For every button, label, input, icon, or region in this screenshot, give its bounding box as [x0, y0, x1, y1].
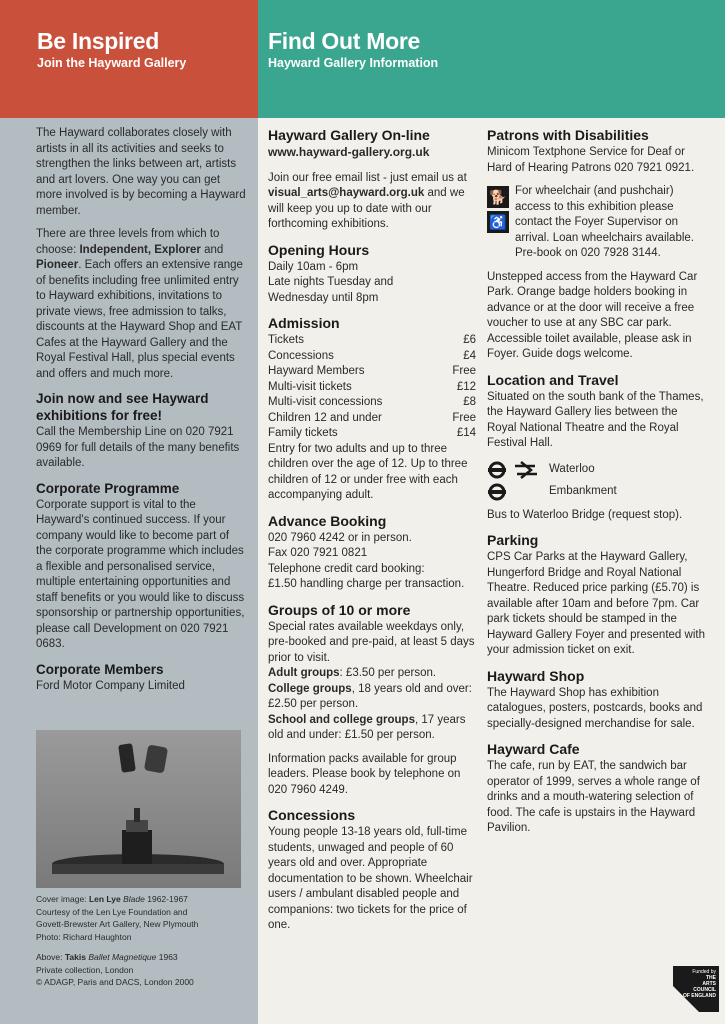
- waterloo-row: [487, 460, 705, 480]
- caption-line-3: Govett-Brewster Art Gallery, New Plymouth: [36, 919, 199, 929]
- groups-adult: [268, 666, 476, 682]
- hours-line-3: Wednesday until 8pm: [268, 291, 379, 304]
- caption-line-1: [36, 893, 251, 906]
- be-inspired-subtitle: Join the Hayward Gallery: [37, 56, 187, 70]
- online-text-post: and we will keep you up to date with our forthcoming exhibitions.: [268, 187, 465, 230]
- location-text: Situated on the south bank of the Thames, the Hayward Gallery lies between the Royal National Theatre and the Royal Festival Hall.: [487, 390, 704, 449]
- parking-heading: Parking: [487, 532, 539, 548]
- wheelchair-block: [487, 184, 705, 262]
- admission-label: Children 12 and under: [268, 411, 382, 424]
- caption2-work: Ballet Magnetique: [88, 952, 157, 962]
- caption-line-6: Private collection, London: [36, 964, 134, 975]
- corporate-members-heading: Corporate Members: [36, 661, 164, 677]
- groups-adult-label: Adult groups: [268, 667, 340, 679]
- admission-row: [268, 349, 476, 365]
- sculpture-photo: [36, 730, 241, 888]
- underground-roundel-icon: [487, 459, 513, 481]
- hours-line-1: Daily 10am - 6pm: [268, 260, 359, 273]
- groups-info: Information packs available for group leaders. Please book by telephone on 020 7960 4249.: [268, 752, 461, 796]
- admission-table: [268, 333, 476, 442]
- admission-row: [268, 426, 476, 442]
- caption-artist: Len Lye: [88, 894, 121, 904]
- caption-line-4: Photo: Richard Haughton: [36, 931, 132, 942]
- levels-and: and: [204, 243, 224, 256]
- levels-bold2: Pioneer: [36, 259, 79, 271]
- arts-council-logo: [673, 966, 719, 1012]
- admission-price: £6: [463, 334, 476, 346]
- wheelchair-text: For wheelchair (and pushchair) access to this exhibition please contact the Foyer Supervisor on arrival. Loan wheelchairs available. Pre-book on 020 7928 3144.: [515, 185, 694, 259]
- middle-column: [268, 126, 476, 942]
- admission-row: [268, 364, 476, 380]
- levels-post: . Each offers an extensive range of benefits including free unlimited entry to Hayward exhibitions, invitations to private views, free admission to talks, discounts at the Hayward Shop and EAT Cafes at the Hayward Gallery and the Royal Festival Hall, plus special events and offers and much more.: [36, 259, 243, 380]
- booking-heading: Advance Booking: [268, 512, 387, 529]
- bus-text: Bus to Waterloo Bridge (request stop).: [487, 508, 683, 521]
- booking-line-2: Fax 020 7921 0821: [268, 547, 368, 559]
- online-heading: Hayward Gallery On-line: [268, 127, 430, 143]
- groups-adult-price: : £3.50 per person.: [339, 667, 437, 679]
- groups-school: [268, 713, 476, 744]
- admission-label: Multi-visit concessions: [268, 396, 383, 408]
- admission-heading: Admission: [268, 315, 340, 331]
- booking-line-4: £1.50 handling charge per transaction.: [268, 578, 465, 590]
- logo-line-1: Funded by: [692, 969, 716, 975]
- admission-price: £14: [456, 427, 476, 439]
- online-text-pre: Join our free email list - just email us at: [268, 171, 467, 184]
- groups-college-price: , 18 years old and over: £2.50 per person.: [268, 682, 472, 710]
- shop-heading: Hayward Shop: [487, 667, 585, 684]
- caption-year: 1962-1967: [147, 894, 188, 904]
- corporate-members-text: Ford Motor Company Limited: [36, 679, 185, 692]
- caption-line-2: Courtesy of the Len Lye Foundation and: [36, 906, 188, 917]
- admission-label: Multi-visit tickets: [268, 380, 352, 393]
- admission-price: £8: [463, 396, 476, 408]
- email-link[interactable]: visual_arts@hayward.org.uk: [268, 187, 425, 199]
- logo-line-5: OF ENGLAND: [682, 993, 716, 999]
- intro-text: The Hayward collaborates closely with artists in all its activities and seeks to strengthen the links between art, artists and art lovers. One way you can get more involved is by becoming a Hayward member.: [36, 127, 246, 217]
- find-out-more-subtitle: Hayward Gallery Information: [268, 56, 439, 70]
- booking-line-3: Telephone credit card booking:: [268, 562, 425, 575]
- wheelchair-icon: ♿: [487, 211, 509, 233]
- website-link[interactable]: www.hayward-gallery.org.uk: [268, 145, 430, 159]
- concessions-text: Young people 13-18 years old, full-time students, unwaged and people of 60 years old and over. Appropriate documentation to be shown. Wheelchair users / ambulant disabled people and companions: two tickets for the price of one.: [268, 826, 473, 931]
- image-caption: [36, 893, 251, 989]
- corporate-programme-text: Corporate support is vital to the Hayward's continued success. If your company would like to become part of the corporate programme which includes a flexible and personalised service, multiple entertaining opportunities and staff benefits or you would like to discuss sponsorship or partnership opportunities, please call Development on 020 7921 0683.: [36, 498, 245, 650]
- location-heading: Location and Travel: [487, 371, 619, 388]
- online-text: [268, 171, 476, 233]
- logo-line-4: COUNCIL: [693, 987, 716, 993]
- booking-line-1: 020 7960 4242 or in person.: [268, 531, 412, 544]
- levels-text: [36, 227, 246, 382]
- logo-line-3: ARTS: [702, 981, 716, 987]
- hours-line-2: Late nights Tuesday and: [268, 276, 394, 288]
- caption-line-7: © ADAGP, Paris and DACS, London 2000: [36, 977, 194, 987]
- hours-heading: Opening Hours: [268, 241, 370, 258]
- access-icons: [487, 186, 509, 262]
- admission-note: Entry for two adults and up to three children over the age of 12. Up to three children of 12 or under free with each accompanying adult.: [268, 442, 468, 501]
- levels-pre: There are three levels from which to choose:: [36, 228, 220, 256]
- groups-heading: Groups of 10 or more: [268, 601, 411, 618]
- station-embankment: Embankment: [549, 484, 617, 497]
- underground-roundel-icon: [487, 481, 513, 503]
- logo-text: [683, 969, 716, 999]
- groups-college-label: College groups: [268, 682, 352, 695]
- caption2-artist: Takis: [64, 952, 86, 962]
- caption2-year: 1963: [158, 952, 178, 962]
- caption-line-5: [36, 951, 251, 964]
- cafe-heading: Hayward Cafe: [487, 741, 580, 757]
- admission-price: Free: [452, 365, 476, 377]
- admission-row: [268, 380, 476, 396]
- access-text: Unstepped access from the Hayward Car Park. Orange badge holders booking in advance or at the door will receive a free voucher to use at any SBC car park. Accessible toilet available, please ask in Foyer. Guide dogs welcome.: [487, 270, 698, 360]
- right-column: [487, 126, 705, 845]
- groups-college: [268, 682, 476, 713]
- concessions-heading: Concessions: [268, 807, 356, 823]
- groups-school-label: School and college groups: [268, 713, 415, 726]
- admission-row: [268, 395, 476, 411]
- admission-row: [268, 411, 476, 427]
- admission-price: £12: [456, 380, 476, 393]
- guide-dog-icon: 🐕: [487, 186, 509, 208]
- admission-label: Concessions: [268, 349, 334, 362]
- admission-label: Tickets: [268, 334, 304, 346]
- be-inspired-title: Be Inspired: [37, 28, 159, 54]
- shop-text: The Hayward Shop has exhibition catalogues, posters, postcards, books and specially-designed merchandise for sale.: [487, 686, 703, 730]
- admission-label: Hayward Members: [268, 365, 365, 377]
- join-text: Call the Membership Line on 020 7921 0969 for full details of the many benefits available.: [36, 426, 240, 469]
- logo-line-2: THE: [706, 975, 716, 981]
- left-column-text: [36, 126, 246, 702]
- groups-intro: Special rates available weekdays only, pre-booked and pre-paid, at least 5 days prior to visit.: [268, 620, 475, 664]
- station-waterloo: Waterloo: [549, 462, 595, 475]
- rail-icon: [513, 459, 539, 481]
- groups-school-price: , 17 years old and under: £1.50 per person.: [268, 713, 466, 741]
- caption2-pre: Above:: [36, 952, 63, 962]
- minicom-text: Minicom Textphone Service for Deaf or Hard of Hearing Patrons 020 7921 0921.: [487, 146, 695, 174]
- levels-bold1: Independent, Explorer: [79, 243, 201, 256]
- admission-price: Free: [452, 411, 476, 424]
- admission-price: £4: [463, 349, 476, 362]
- cafe-text: The cafe, run by EAT, the sandwich bar operator of 1999, serves a whole range of drinks and a mouth-watering selection of food. The cafe is upstairs in the Hayward Pavilion.: [487, 760, 700, 834]
- disabilities-heading: Patrons with Disabilities: [487, 127, 649, 143]
- parking-text: CPS Car Parks at the Hayward Gallery, Hungerford Bridge and Royal National Theatre. Reduced price parking (£5.70) is available after 10am and before 7pm. Car park tickets should be stamped in the Hayward Gallery Foyer and presented with your admission ticket on exit.: [487, 551, 705, 656]
- join-heading: Join now and see Hayward exhibitions for free!: [36, 391, 209, 423]
- admission-row: [268, 333, 476, 349]
- embankment-row: [487, 482, 705, 502]
- corporate-programme-heading: Corporate Programme: [36, 480, 180, 496]
- caption-pre: Cover image:: [36, 894, 87, 904]
- caption-work: Blade: [123, 894, 145, 904]
- admission-label: Family tickets: [268, 427, 338, 439]
- find-out-more-title: Find Out More: [268, 28, 420, 54]
